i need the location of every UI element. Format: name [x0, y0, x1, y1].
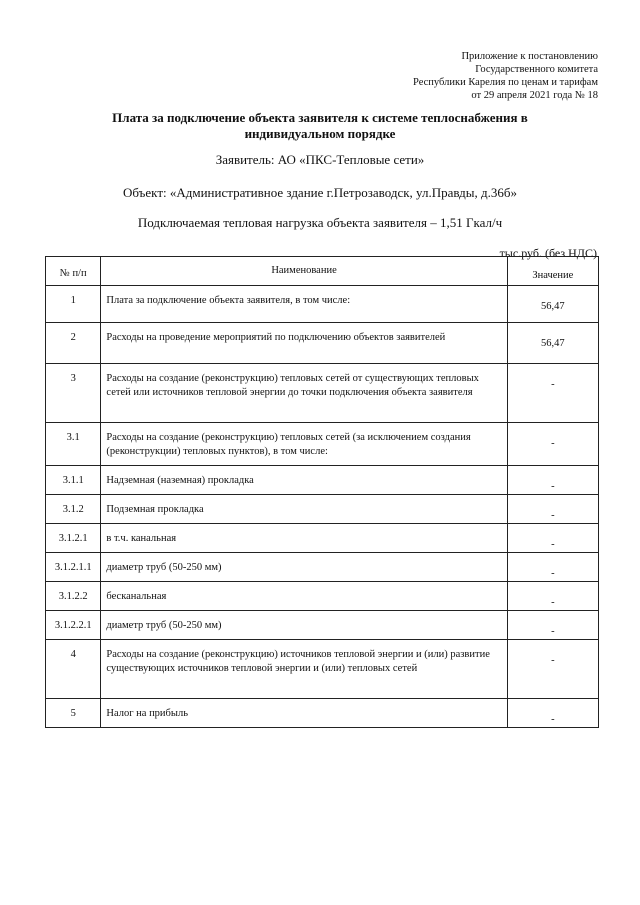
row-name: диаметр труб (50-250 мм)	[101, 553, 507, 582]
row-number: 3.1.2.1	[46, 524, 101, 553]
row-number: 3	[46, 364, 101, 423]
row-value: -	[507, 553, 598, 582]
header-number: № п/п	[46, 257, 101, 286]
appendix-line-3: Республики Карелия по ценам и тарифам	[413, 77, 598, 88]
header-value: Значение	[507, 257, 598, 286]
row-name: Плата за подключение объекта заявителя, в том числе:	[101, 286, 507, 323]
table-row	[46, 323, 599, 364]
appendix-line-2: Государственного комитета	[475, 64, 598, 75]
table-row	[46, 611, 599, 640]
table-body	[46, 286, 599, 728]
table-row	[46, 582, 599, 611]
document-title	[40, 110, 600, 142]
title-line-2: индивидуальном порядке	[244, 126, 396, 141]
fee-table	[45, 256, 599, 728]
heat-load-line: Подключаемая тепловая нагрузка объекта заявителя – 1,51 Гкал/ч	[137, 215, 503, 230]
applicant-line: Заявитель: АО «ПКС-Тепловые сети»	[215, 152, 425, 167]
row-number: 3.1.2.2.1	[46, 611, 101, 640]
row-number: 3.1.2.1.1	[46, 553, 101, 582]
row-number: 5	[46, 699, 101, 728]
row-name: Расходы на создание (реконструкцию) источников тепловой энергии и (или) развитие существующих источников тепловой энергии и (или) тепловых сетей	[101, 640, 507, 699]
row-number: 3.1.2	[46, 495, 101, 524]
row-number: 2	[46, 323, 101, 364]
row-value: -	[507, 524, 598, 553]
appendix-line-1: Приложение к постановлению	[461, 51, 598, 62]
table-row	[46, 286, 599, 323]
row-value: -	[507, 495, 598, 524]
row-value: 56,47	[507, 323, 598, 364]
title-line-1: Плата за подключение объекта заявителя к системе теплоснабжения в	[112, 110, 528, 125]
row-value: -	[507, 640, 598, 699]
table-row	[46, 423, 599, 466]
row-value: -	[507, 699, 598, 728]
row-value: 56,47	[507, 286, 598, 323]
row-value: -	[507, 466, 598, 495]
row-number: 4	[46, 640, 101, 699]
object-line: Объект: «Административное здание г.Петрозаводск, ул.Правды, д.36б»	[123, 185, 517, 200]
row-value: -	[507, 364, 598, 423]
header-name: Наименование	[101, 257, 507, 286]
row-value: -	[507, 423, 598, 466]
row-name: Подземная прокладка	[101, 495, 507, 524]
row-name: в т.ч. канальная	[101, 524, 507, 553]
row-name: Надземная (наземная) прокладка	[101, 466, 507, 495]
appendix-note	[413, 50, 598, 102]
table-row	[46, 466, 599, 495]
table-row	[46, 524, 599, 553]
table-row	[46, 364, 599, 423]
table-row	[46, 640, 599, 699]
row-number: 3.1.2.2	[46, 582, 101, 611]
row-value: -	[507, 611, 598, 640]
row-name: Расходы на создание (реконструкцию) тепловых сетей (за исключением создания (реконструкции) тепловых пунктов), в том числе:	[101, 423, 507, 466]
row-number: 3.1.1	[46, 466, 101, 495]
table-row	[46, 495, 599, 524]
table-row	[46, 553, 599, 582]
row-name: бесканальная	[101, 582, 507, 611]
table-header-row	[46, 257, 599, 286]
row-name: диаметр труб (50-250 мм)	[101, 611, 507, 640]
appendix-line-4: от 29 апреля 2021 года № 18	[471, 90, 598, 101]
row-name: Расходы на создание (реконструкцию) тепловых сетей от существующих тепловых сетей или источников тепловой энергии до точки подключения объекта заявителя	[101, 364, 507, 423]
row-value: -	[507, 582, 598, 611]
row-name: Налог на прибыль	[101, 699, 507, 728]
row-number: 1	[46, 286, 101, 323]
row-number: 3.1	[46, 423, 101, 466]
units-label: тыс.руб. (без НДС)	[499, 246, 597, 260]
row-name: Расходы на проведение мероприятий по подключению объектов заявителей	[101, 323, 507, 364]
table-row	[46, 699, 599, 728]
